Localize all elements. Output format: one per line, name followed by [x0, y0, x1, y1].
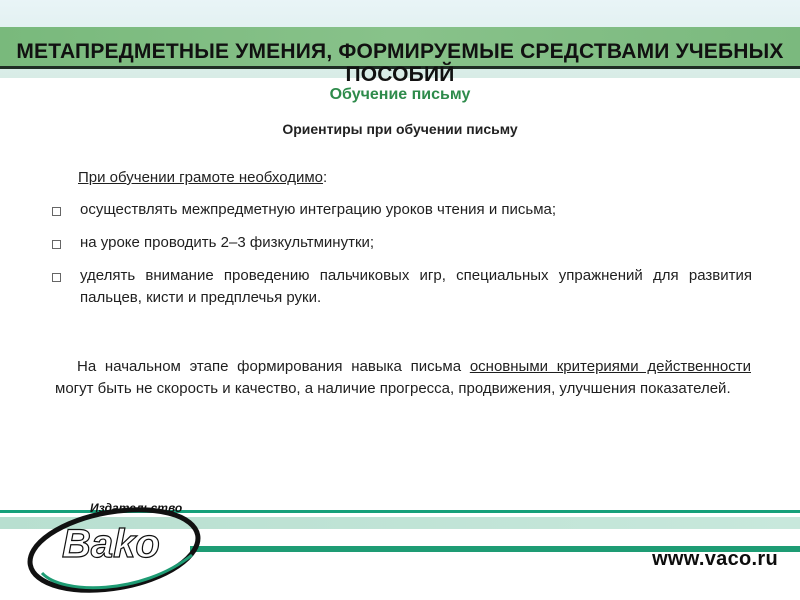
paragraph-start: На начальном этапе формирования навыка письма	[77, 358, 470, 375]
bullet-text: уделять внимание проведению пальчиковых игр, специальных упражнений для развития пальцев, кисти и предплечья руки.	[80, 267, 752, 306]
list-item	[52, 199, 752, 221]
checkbox-square-icon	[52, 240, 61, 249]
logo-publisher-label: Издательство	[90, 501, 183, 515]
criteria-paragraph	[55, 356, 751, 400]
intro-line	[78, 167, 327, 189]
list-item	[52, 265, 752, 309]
list-item	[52, 232, 752, 254]
logo-name: Bako	[62, 522, 160, 566]
publisher-logo	[22, 495, 212, 600]
section-subtitle: Обучение письму	[329, 86, 471, 103]
checkbox-square-icon	[52, 273, 61, 282]
bullet-text: на уроке проводить 2–3 физкультминутки;	[80, 234, 375, 251]
bullet-list	[52, 199, 752, 320]
intro-colon: :	[323, 169, 328, 186]
bullet-text: осуществлять межпредметную интеграцию уроков чтения и письма;	[80, 201, 557, 218]
intro-text: При обучении грамоте необходимо	[78, 169, 324, 186]
paragraph-emphasis: основными критериями действенности	[469, 358, 751, 375]
website-link[interactable]: www.vaco.ru	[652, 548, 778, 570]
checkbox-square-icon	[52, 207, 61, 216]
guidelines-heading: Ориентиры при обучении письму	[282, 121, 518, 137]
paragraph-end: могут быть не скорость и качество, а наличие прогресса, продвижения, улучшения показателей.	[55, 380, 731, 397]
slide-title: МЕТАПРЕДМЕТНЫЕ УМЕНИЯ, ФОРМИРУЕМЫЕ СРЕДСТВАМИ УЧЕБНЫХ ПОСОБИЙ	[16, 40, 784, 86]
